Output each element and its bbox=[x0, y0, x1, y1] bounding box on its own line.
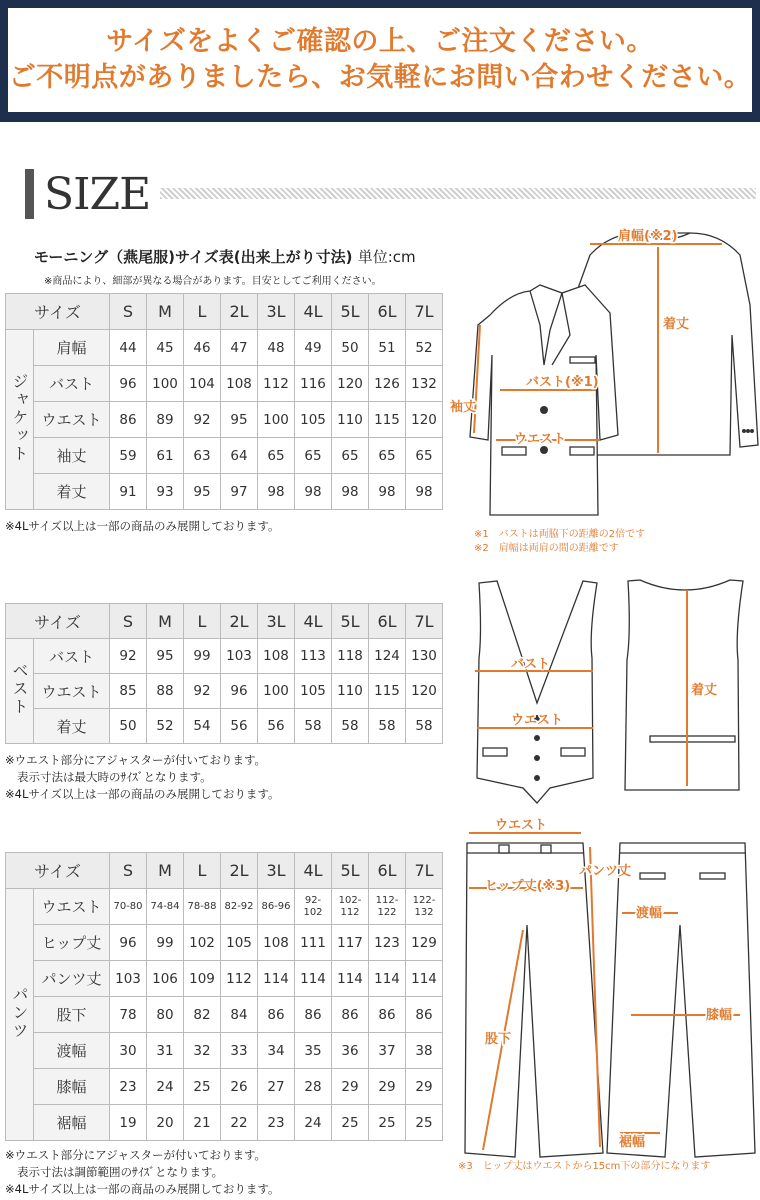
size-header-cell: サイズ bbox=[6, 294, 110, 330]
pants-waist-label: ウエスト bbox=[495, 818, 548, 833]
value-cell: 46 bbox=[184, 330, 221, 366]
value-cell: 58 bbox=[369, 709, 406, 744]
value-cell: 86 bbox=[295, 997, 332, 1033]
value-cell: 104 bbox=[184, 366, 221, 402]
size-col-4l: 4L bbox=[295, 294, 332, 330]
value-cell: 93 bbox=[147, 474, 184, 510]
jacket-notes bbox=[5, 518, 280, 535]
value-cell: 114 bbox=[295, 961, 332, 997]
top-banner bbox=[0, 0, 760, 122]
value-cell: 54 bbox=[184, 709, 221, 744]
size-col-s: S bbox=[110, 604, 147, 639]
pants-length-label: パンツ丈 bbox=[579, 864, 632, 879]
value-cell: 29 bbox=[369, 1069, 406, 1105]
size-title: SIZE bbox=[44, 168, 151, 220]
value-cell: 23 bbox=[258, 1105, 295, 1141]
table-row bbox=[6, 639, 443, 674]
value-cell: 47 bbox=[221, 330, 258, 366]
pants-size-table bbox=[5, 852, 443, 1141]
size-col-5l: 5L bbox=[332, 853, 369, 889]
value-cell: 108 bbox=[258, 925, 295, 961]
jacket-sleeve-label: 袖丈 bbox=[450, 400, 477, 415]
value-cell: 120 bbox=[406, 402, 443, 438]
size-col-m: M bbox=[147, 604, 184, 639]
value-cell: 88 bbox=[147, 674, 184, 709]
value-cell: 130 bbox=[406, 639, 443, 674]
table-row bbox=[6, 674, 443, 709]
size-col-5l: 5L bbox=[332, 294, 369, 330]
value-cell: 31 bbox=[147, 1033, 184, 1069]
value-cell: 74-84 bbox=[147, 889, 184, 925]
value-cell: 70-80 bbox=[110, 889, 147, 925]
vest-size-table bbox=[5, 603, 443, 744]
note-line: 表示寸法は調節範囲のｻｲｽﾞとなります。 bbox=[17, 1165, 224, 1179]
pants-knee-label: 膝幅 bbox=[706, 1008, 733, 1023]
note-line: ※ウエスト部分にアジャスターが付いております。 bbox=[5, 1148, 267, 1162]
size-col-6l: 6L bbox=[369, 604, 406, 639]
banner-line-1: サイズをよくご確認の上、ご注文ください。 bbox=[106, 26, 654, 57]
table-row bbox=[6, 709, 443, 744]
value-cell: 61 bbox=[147, 438, 184, 474]
value-cell: 95 bbox=[221, 402, 258, 438]
value-cell: 86 bbox=[258, 997, 295, 1033]
value-cell: 86 bbox=[332, 997, 369, 1033]
value-cell: 108 bbox=[221, 366, 258, 402]
size-col-7l: 7L bbox=[406, 604, 443, 639]
value-cell: 105 bbox=[295, 402, 332, 438]
value-cell: 95 bbox=[147, 639, 184, 674]
value-cell: 58 bbox=[406, 709, 443, 744]
pants-thigh-label: 渡幅 bbox=[636, 906, 663, 921]
pants-back-outline bbox=[607, 843, 755, 1157]
table-row bbox=[6, 925, 443, 961]
value-cell: 29 bbox=[332, 1069, 369, 1105]
table-row bbox=[6, 438, 443, 474]
vest-category-label bbox=[6, 639, 34, 744]
size-col-4l: 4L bbox=[295, 853, 332, 889]
row-label: 袖丈 bbox=[34, 438, 110, 474]
value-cell: 86 bbox=[369, 997, 406, 1033]
value-cell: 52 bbox=[406, 330, 443, 366]
value-cell: 126 bbox=[369, 366, 406, 402]
size-col-2l: 2L bbox=[221, 604, 258, 639]
vest-bust-label: バスト bbox=[511, 657, 551, 672]
value-cell: 105 bbox=[221, 925, 258, 961]
value-cell: 45 bbox=[147, 330, 184, 366]
value-cell: 82 bbox=[184, 997, 221, 1033]
value-cell: 100 bbox=[258, 402, 295, 438]
banner-line-2: ご不明点がありましたら、お気軽にお問い合わせください。 bbox=[8, 62, 752, 93]
value-cell: 48 bbox=[258, 330, 295, 366]
value-cell: 100 bbox=[258, 674, 295, 709]
table-row bbox=[6, 402, 443, 438]
value-cell: 84 bbox=[221, 997, 258, 1033]
value-cell: 98 bbox=[258, 474, 295, 510]
value-cell: 65 bbox=[332, 438, 369, 474]
size-col-l: L bbox=[184, 853, 221, 889]
value-cell: 65 bbox=[295, 438, 332, 474]
value-cell: 49 bbox=[295, 330, 332, 366]
table-title-text: モーニング（燕尾服)サイズ表(出来上がり寸法) bbox=[34, 248, 353, 266]
value-cell: 92 bbox=[184, 674, 221, 709]
value-cell: 98 bbox=[406, 474, 443, 510]
value-cell: 44 bbox=[110, 330, 147, 366]
value-cell: 97 bbox=[221, 474, 258, 510]
value-cell: 100 bbox=[147, 366, 184, 402]
value-cell: 37 bbox=[369, 1033, 406, 1069]
table-row bbox=[6, 330, 443, 366]
pants-diagram bbox=[455, 815, 760, 1165]
table-row bbox=[6, 1105, 443, 1141]
size-col-4l: 4L bbox=[295, 604, 332, 639]
value-cell: 58 bbox=[295, 709, 332, 744]
size-header-cell: サイズ bbox=[6, 604, 110, 639]
value-cell: 124 bbox=[369, 639, 406, 674]
value-cell: 99 bbox=[184, 639, 221, 674]
value-cell: 102- 112 bbox=[332, 889, 369, 925]
jacket-bust-label: バスト(※1) bbox=[526, 375, 599, 390]
vest-back-outline bbox=[625, 580, 743, 790]
value-cell: 64 bbox=[221, 438, 258, 474]
value-cell: 114 bbox=[258, 961, 295, 997]
value-cell: 96 bbox=[110, 366, 147, 402]
value-cell: 106 bbox=[147, 961, 184, 997]
value-cell: 21 bbox=[184, 1105, 221, 1141]
value-cell: 115 bbox=[369, 402, 406, 438]
row-label: 渡幅 bbox=[34, 1033, 110, 1069]
value-cell: 89 bbox=[147, 402, 184, 438]
value-cell: 86 bbox=[406, 997, 443, 1033]
value-cell: 80 bbox=[147, 997, 184, 1033]
value-cell: 112- 122 bbox=[369, 889, 406, 925]
value-cell: 92 bbox=[110, 639, 147, 674]
jacket-category-label bbox=[6, 330, 34, 510]
value-cell: 34 bbox=[258, 1033, 295, 1069]
value-cell: 114 bbox=[369, 961, 406, 997]
value-cell: 92- 102 bbox=[295, 889, 332, 925]
value-cell: 108 bbox=[258, 639, 295, 674]
table-row bbox=[6, 474, 443, 510]
value-cell: 123 bbox=[369, 925, 406, 961]
value-cell: 115 bbox=[369, 674, 406, 709]
value-cell: 110 bbox=[332, 674, 369, 709]
table-row bbox=[6, 961, 443, 997]
size-col-s: S bbox=[110, 853, 147, 889]
value-cell: 25 bbox=[406, 1105, 443, 1141]
table-row bbox=[6, 366, 443, 402]
value-cell: 24 bbox=[147, 1069, 184, 1105]
table-row bbox=[6, 1069, 443, 1105]
value-cell: 122- 132 bbox=[406, 889, 443, 925]
size-header-cell: サイズ bbox=[6, 853, 110, 889]
jacket-shoulder-label: 肩幅(※2) bbox=[618, 229, 678, 244]
value-cell: 112 bbox=[221, 961, 258, 997]
value-cell: 58 bbox=[332, 709, 369, 744]
pants-hem-label: 裾幅 bbox=[619, 1135, 646, 1150]
vest-header-row bbox=[6, 604, 443, 639]
vest-length-label: 着丈 bbox=[691, 683, 718, 698]
note-line: ※4Lサイズ以上は一部の商品のみ展開しております。 bbox=[5, 1182, 280, 1196]
value-cell: 120 bbox=[332, 366, 369, 402]
value-cell: 25 bbox=[369, 1105, 406, 1141]
value-cell: 56 bbox=[258, 709, 295, 744]
value-cell: 91 bbox=[110, 474, 147, 510]
pants-note: ※3 ヒップ丈はウエストから15cm下の部分になります bbox=[458, 1161, 711, 1172]
size-heading bbox=[25, 168, 150, 220]
value-cell: 78 bbox=[110, 997, 147, 1033]
size-col-6l: 6L bbox=[369, 294, 406, 330]
row-label: ウエスト bbox=[34, 674, 110, 709]
value-cell: 26 bbox=[221, 1069, 258, 1105]
row-label: 股下 bbox=[34, 997, 110, 1033]
value-cell: 25 bbox=[184, 1069, 221, 1105]
pants-header-row bbox=[6, 853, 443, 889]
size-col-s: S bbox=[110, 294, 147, 330]
value-cell: 65 bbox=[406, 438, 443, 474]
value-cell: 23 bbox=[110, 1069, 147, 1105]
value-cell: 50 bbox=[110, 709, 147, 744]
row-label: 膝幅 bbox=[34, 1069, 110, 1105]
value-cell: 116 bbox=[295, 366, 332, 402]
value-cell: 96 bbox=[221, 674, 258, 709]
value-cell: 118 bbox=[332, 639, 369, 674]
note-line: ※4Lサイズ以上は一部の商品のみ展開しております。 bbox=[5, 787, 280, 801]
size-col-2l: 2L bbox=[221, 853, 258, 889]
value-cell: 98 bbox=[295, 474, 332, 510]
pants-category-label bbox=[6, 889, 34, 1141]
jacket-note-1: ※1 バストは両脇下の距離の2倍です bbox=[474, 529, 646, 540]
jacket-category-text: ジャケット bbox=[10, 372, 29, 463]
value-cell: 110 bbox=[332, 402, 369, 438]
value-cell: 19 bbox=[110, 1105, 147, 1141]
jacket-note-2: ※2 肩幅は両肩の間の距離です bbox=[474, 543, 619, 554]
row-label: ウエスト bbox=[34, 889, 110, 925]
row-label: 裾幅 bbox=[34, 1105, 110, 1141]
size-col-7l: 7L bbox=[406, 294, 443, 330]
value-cell: 36 bbox=[332, 1033, 369, 1069]
value-cell: 59 bbox=[110, 438, 147, 474]
value-cell: 86-96 bbox=[258, 889, 295, 925]
pants-category-text: パンツ bbox=[10, 985, 29, 1040]
value-cell: 24 bbox=[295, 1105, 332, 1141]
value-cell: 78-88 bbox=[184, 889, 221, 925]
value-cell: 102 bbox=[184, 925, 221, 961]
row-label: 着丈 bbox=[34, 709, 110, 744]
row-label: 着丈 bbox=[34, 474, 110, 510]
note-line: 表示寸法は最大時のｻｲｽﾞとなります。 bbox=[17, 770, 212, 784]
value-cell: 103 bbox=[221, 639, 258, 674]
value-cell: 56 bbox=[221, 709, 258, 744]
value-cell: 103 bbox=[110, 961, 147, 997]
jacket-diagram bbox=[440, 215, 760, 545]
value-cell: 112 bbox=[258, 366, 295, 402]
banner-box bbox=[8, 8, 752, 112]
value-cell: 29 bbox=[406, 1069, 443, 1105]
pants-notes bbox=[5, 1147, 280, 1198]
size-col-3l: 3L bbox=[258, 604, 295, 639]
row-label: パンツ丈 bbox=[34, 961, 110, 997]
pants-inseam-label: 股下 bbox=[485, 1032, 512, 1047]
value-cell: 82-92 bbox=[221, 889, 258, 925]
table-note: ※商品により、細部が異なる場合があります。目安としてご利用ください。 bbox=[44, 276, 382, 287]
vest-category-text: ベスト bbox=[10, 662, 29, 716]
value-cell: 33 bbox=[221, 1033, 258, 1069]
value-cell: 109 bbox=[184, 961, 221, 997]
vest-waist-label: ウエスト bbox=[511, 713, 564, 728]
value-cell: 114 bbox=[332, 961, 369, 997]
value-cell: 98 bbox=[332, 474, 369, 510]
value-cell: 38 bbox=[406, 1033, 443, 1069]
vest-notes bbox=[5, 752, 280, 803]
value-cell: 111 bbox=[295, 925, 332, 961]
jacket-header-row bbox=[6, 294, 443, 330]
value-cell: 22 bbox=[221, 1105, 258, 1141]
row-label: バスト bbox=[34, 639, 110, 674]
jacket-size-table bbox=[5, 293, 443, 510]
size-col-2l: 2L bbox=[221, 294, 258, 330]
table-title bbox=[34, 246, 416, 267]
size-col-3l: 3L bbox=[258, 294, 295, 330]
value-cell: 63 bbox=[184, 438, 221, 474]
heading-hatch-divider bbox=[160, 188, 756, 199]
value-cell: 32 bbox=[184, 1033, 221, 1069]
size-col-3l: 3L bbox=[258, 853, 295, 889]
value-cell: 20 bbox=[147, 1105, 184, 1141]
value-cell: 85 bbox=[110, 674, 147, 709]
size-col-l: L bbox=[184, 604, 221, 639]
value-cell: 50 bbox=[332, 330, 369, 366]
size-col-5l: 5L bbox=[332, 604, 369, 639]
value-cell: 95 bbox=[184, 474, 221, 510]
pants-hip-label: ヒップ丈(※3) bbox=[485, 879, 571, 894]
size-col-6l: 6L bbox=[369, 853, 406, 889]
value-cell: 52 bbox=[147, 709, 184, 744]
value-cell: 120 bbox=[406, 674, 443, 709]
row-label: ヒップ丈 bbox=[34, 925, 110, 961]
row-label: バスト bbox=[34, 366, 110, 402]
value-cell: 65 bbox=[369, 438, 406, 474]
value-cell: 129 bbox=[406, 925, 443, 961]
value-cell: 28 bbox=[295, 1069, 332, 1105]
value-cell: 96 bbox=[110, 925, 147, 961]
value-cell: 65 bbox=[258, 438, 295, 474]
heading-bar bbox=[25, 169, 34, 219]
jacket-waist-label: ウエスト bbox=[514, 432, 567, 447]
value-cell: 30 bbox=[110, 1033, 147, 1069]
vest-front-outline bbox=[477, 581, 597, 803]
value-cell: 132 bbox=[406, 366, 443, 402]
table-row bbox=[6, 1033, 443, 1069]
value-cell: 92 bbox=[184, 402, 221, 438]
size-col-m: M bbox=[147, 294, 184, 330]
note-line: ※4Lサイズ以上は一部の商品のみ展開しております。 bbox=[5, 519, 280, 533]
value-cell: 86 bbox=[110, 402, 147, 438]
value-cell: 27 bbox=[258, 1069, 295, 1105]
value-cell: 114 bbox=[406, 961, 443, 997]
size-col-m: M bbox=[147, 853, 184, 889]
value-cell: 35 bbox=[295, 1033, 332, 1069]
value-cell: 113 bbox=[295, 639, 332, 674]
value-cell: 25 bbox=[332, 1105, 369, 1141]
jacket-front-outline bbox=[470, 285, 618, 515]
value-cell: 99 bbox=[147, 925, 184, 961]
table-row bbox=[6, 997, 443, 1033]
note-line: ※ウエスト部分にアジャスターが付いております。 bbox=[5, 753, 267, 767]
row-label: 肩幅 bbox=[34, 330, 110, 366]
table-row bbox=[6, 889, 443, 925]
unit-label: 単位:cm bbox=[357, 248, 416, 266]
value-cell: 51 bbox=[369, 330, 406, 366]
vest-diagram bbox=[465, 578, 760, 813]
value-cell: 98 bbox=[369, 474, 406, 510]
jacket-length-label: 着丈 bbox=[663, 317, 690, 332]
size-col-l: L bbox=[184, 294, 221, 330]
value-cell: 105 bbox=[295, 674, 332, 709]
row-label: ウエスト bbox=[34, 402, 110, 438]
size-col-7l: 7L bbox=[406, 853, 443, 889]
value-cell: 117 bbox=[332, 925, 369, 961]
